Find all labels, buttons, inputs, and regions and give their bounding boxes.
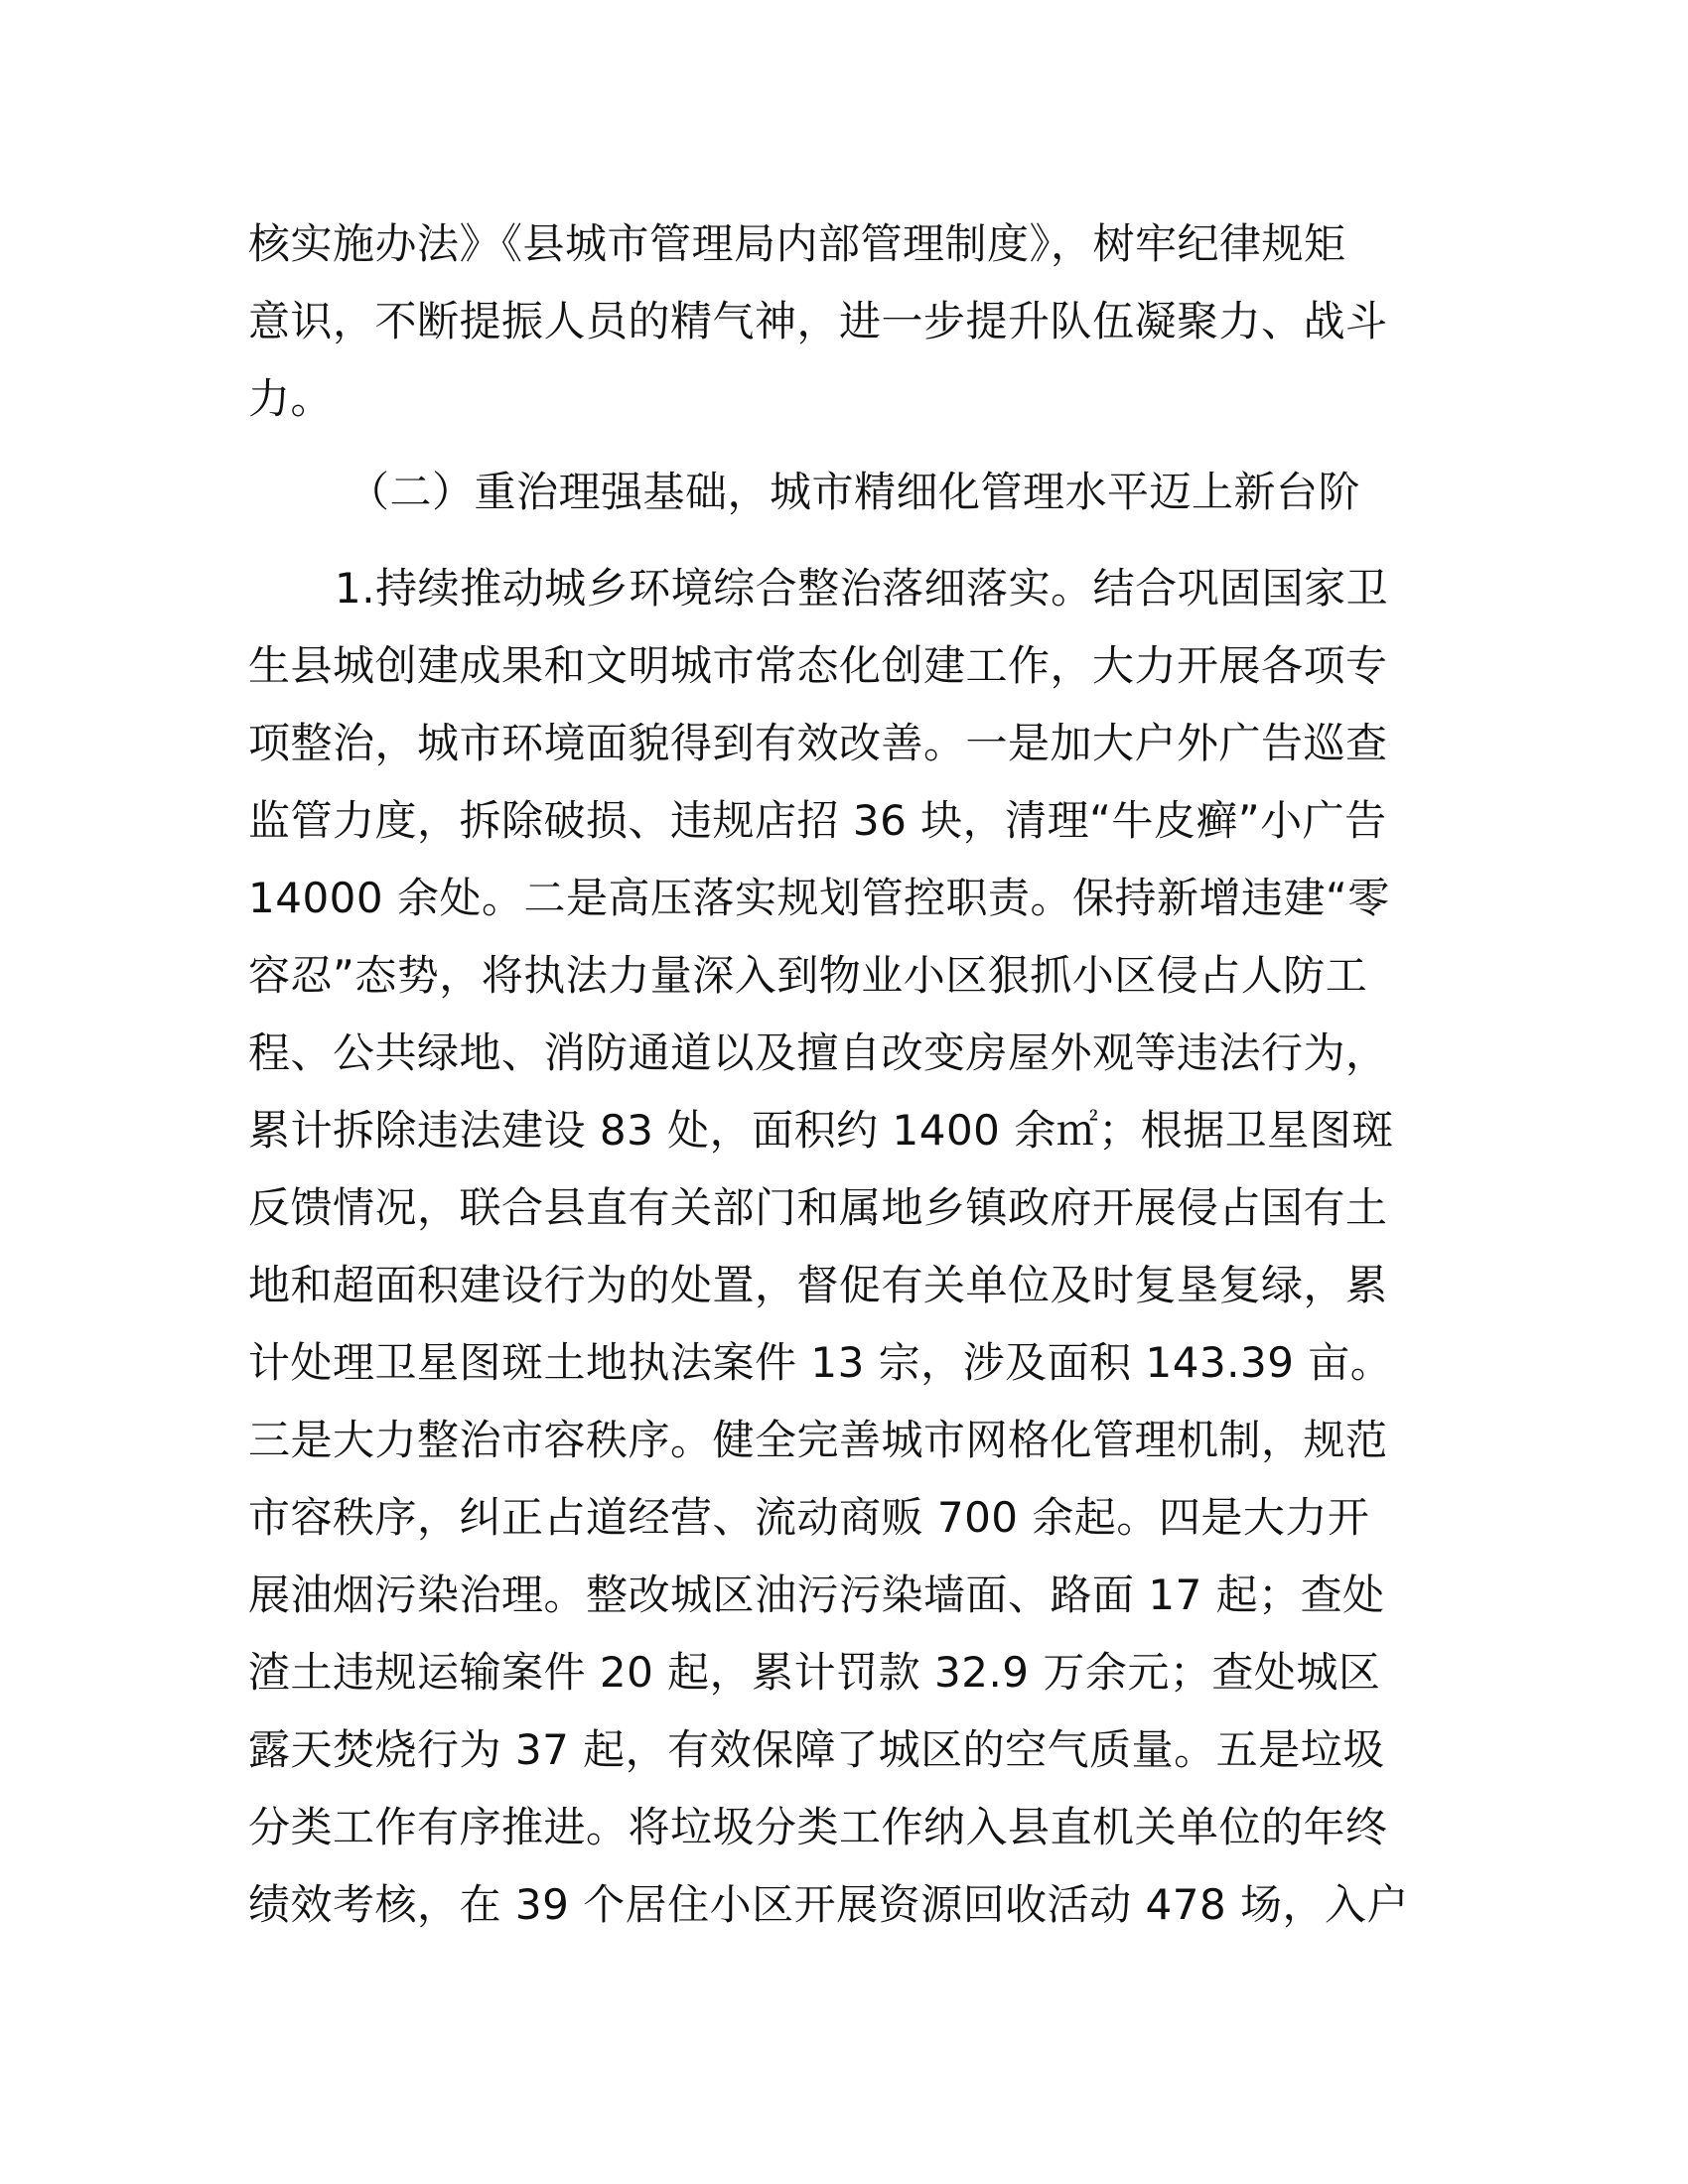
paragraph-line-6: 容忍”态势，将执法力量深入到物业小区狠抓小区侵占人防工 [248, 951, 1368, 1000]
paragraph-line-10: 地和超面积建设行为的处置，督促有关单位及时复垦复绿，累 [248, 1261, 1388, 1309]
paragraph-line-14: 展油烟污染治理。整改城区油污污染墙面、路面 17 起；查处 [248, 1570, 1385, 1619]
paragraph-line-9: 反馈情况，联合县直有关部门和属地乡镇政府开展侵占国有土 [248, 1183, 1388, 1232]
paragraph-line-12: 三是大力整治市容秩序。健全完善城市网格化管理机制，规范 [248, 1416, 1388, 1464]
paragraph-continuation-line-2: 意识，不断提振人员的精气神，进一步提升队伍凝聚力、战斗 [248, 297, 1388, 345]
paragraph-continuation-line-3: 力。 [248, 374, 334, 423]
paragraph-line-8: 累计拆除违法建设 83 处，面积约 1400 余㎡；根据卫星图斑 [248, 1106, 1394, 1155]
paragraph-line-4: 监管力度，拆除破损、违规店招 36 块，清理“牛皮癣”小广告 [248, 796, 1387, 845]
paragraph-line-3: 项整治，城市环境面貌得到有效改善。一是加大户外广告巡查 [248, 719, 1388, 767]
paragraph-line-17: 分类工作有序推进。将垃圾分类工作纳入县直机关单位的年终 [248, 1803, 1388, 1851]
paragraph-line-7: 程、公共绿地、消防通道以及擅自改变房屋外观等违法行为， [248, 1028, 1388, 1077]
paragraph-line-5: 14000 余处。二是高压落实规划管控职责。保持新增违建“零 [248, 874, 1390, 922]
paragraph-line-16: 露天焚烧行为 37 起，有效保障了城区的空气质量。五是垃圾 [248, 1725, 1385, 1774]
paragraph-line-11: 计处理卫星图斑土地执法案件 13 宗，涉及面积 143.39 亩。 [248, 1338, 1393, 1387]
paragraph-line-18: 绩效考核，在 39 个居住小区开展资源回收活动 478 场，入户 [248, 1880, 1410, 1929]
paragraph-line-13: 市容秩序，纠正占道经营、流动商贩 700 余起。四是大力开 [248, 1493, 1370, 1542]
paragraph-line-2: 生县城创建成果和文明城市常态化创建工作，大力开展各项专 [248, 641, 1388, 690]
section-heading: （二）重治理强基础，城市精细化管理水平迈上新台阶 [348, 468, 1361, 516]
paragraph-continuation-line-1: 核实施办法》《县城市管理局内部管理制度》，树牢纪律规矩 [248, 219, 1346, 268]
paragraph-line-15: 渣土违规运输案件 20 起，累计罚款 32.9 万余元；查处城区 [248, 1648, 1381, 1697]
paragraph-line-1: 1.持续推动城乡环境综合整治落细落实。结合巩固国家卫 [335, 564, 1389, 613]
